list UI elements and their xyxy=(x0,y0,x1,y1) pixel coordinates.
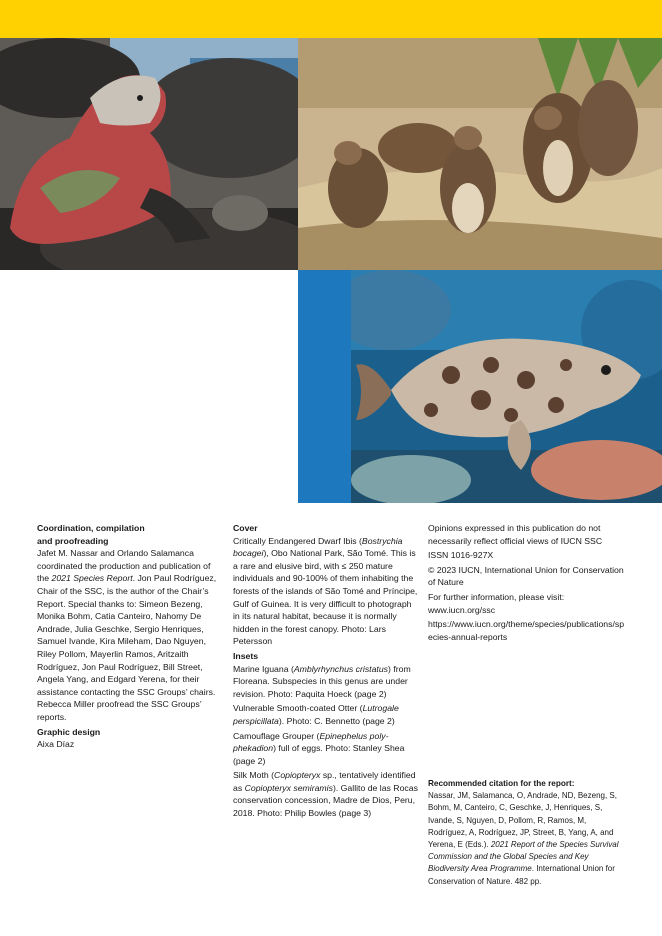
credits-column xyxy=(37,522,219,753)
grouper-photo xyxy=(351,270,662,503)
photo-credits-column xyxy=(233,522,419,822)
graphic-design-heading: Graphic design xyxy=(37,726,101,737)
header-color-bar xyxy=(0,0,662,38)
publication-info-column xyxy=(428,522,628,645)
otters-photo xyxy=(298,38,662,270)
recommended-citation xyxy=(428,778,624,888)
inset-caption-moth: Silk Moth (Copiopteryx sp., tentatively identified as Copiopteryx semiramis). Gallito de las Rocas conservation concession, Madre de Dios, Peru, 2018. Photo: Philip Bowles (page 3) xyxy=(233,770,418,819)
coordination-heading: Coordination, compilation xyxy=(37,523,145,533)
further-info-text: For further information, please visit: www.iucn.org/ssc xyxy=(428,591,565,615)
cover-heading: Cover xyxy=(233,523,258,533)
inset-caption-otter: Vulnerable Smooth-coated Otter (Lutrogale perspicillata). Photo: C. Bennetto (page 2) xyxy=(233,703,399,726)
coordination-text: Jafet M. Nassar and Orlando Salamanca coordinated the production and publication of the 2021 Species Report. Jon Paul Rodríguez, Chair of the SSC, is the author of the Chair’s Report. Special thanks to: Simeon Bezeng, Monika Bohm, Catia Canteiro, Nahomy De Andrade, Julia Geschke, Sergio Henriques, Samuel Ivande, Kira Mileham, Dao Nguyen, Riley Pollom, Mayerlin Ramos, Aritzaith Rodríguez, Jon Paul Rodríguez, Bill Street, Angela Yang, and Edgard Yerena, for their assistance contacting the SSC Groups’ chairs. Rebecca Miller proofread the SSC Groups’ reports. xyxy=(37,548,217,722)
designer-name: Aixa Díaz xyxy=(37,739,75,750)
proofreading-heading: and proofreading xyxy=(37,535,109,546)
disclaimer-text: Opinions expressed in this publication do not necessarily reflect official views of IUCN SSC xyxy=(428,523,603,546)
copyright-text: © 2023 IUCN, International Union for Conservation of Nature xyxy=(428,564,624,588)
inset-caption-grouper: Camouflage Grouper (Epinephelus polyphekadion) full of eggs. Photo: Stanley Shea (page 2) xyxy=(233,730,405,766)
inset-caption-iguana: Marine Iguana (Amblyrhynchus cristatus) from Floreana. Subspecies in this genus are under revision. Photo: Paquita Hoeck (page 2) xyxy=(233,663,411,699)
report-url-link[interactable]: https://www.iucn.org/theme/species/publications/species-annual-reports xyxy=(428,619,625,642)
issn-text: ISSN 1016-927X xyxy=(428,550,494,561)
insets-heading: Insets xyxy=(233,650,259,661)
ssc-link[interactable]: www.iucn.org/ssc xyxy=(428,604,496,615)
marine-iguana-photo xyxy=(0,38,298,270)
citation-heading: Recommended citation for the report: xyxy=(428,779,575,788)
accent-blue-strip xyxy=(298,270,351,503)
citation-text: Nassar, JM, Salamanca, O, Andrade, ND, Bezeng, S, Bohm, M, Canteiro, C, Geschke, J, Henriques, S, Ivande, S, Nguyen, D, Pollom, R, Ramos, M, Rodríguez, A, Rodríguez, JP, Street, B, Yang, A, and Yerena, E (Eds.). 2021 Report of the Species Survival Commission and the Global Species and Key Biodiversity Area Programme. International Union for Conservation of Nature. 482 pp. xyxy=(428,791,619,886)
cover-caption: Critically Endangered Dwarf Ibis (Bostrychia bocagei), Obo National Park, São Tomé. This is a rare and elusive bird, with ≤ 250 mature individuals and 90-100% of them inhabiting the forests of the islands of São Tomé and Príncipe, Gulf of Guinea. It is very difficult to photograph in its natural habitat, because it is normally hidden in the forest canopy. Photo: Lars Petersson xyxy=(233,535,418,647)
